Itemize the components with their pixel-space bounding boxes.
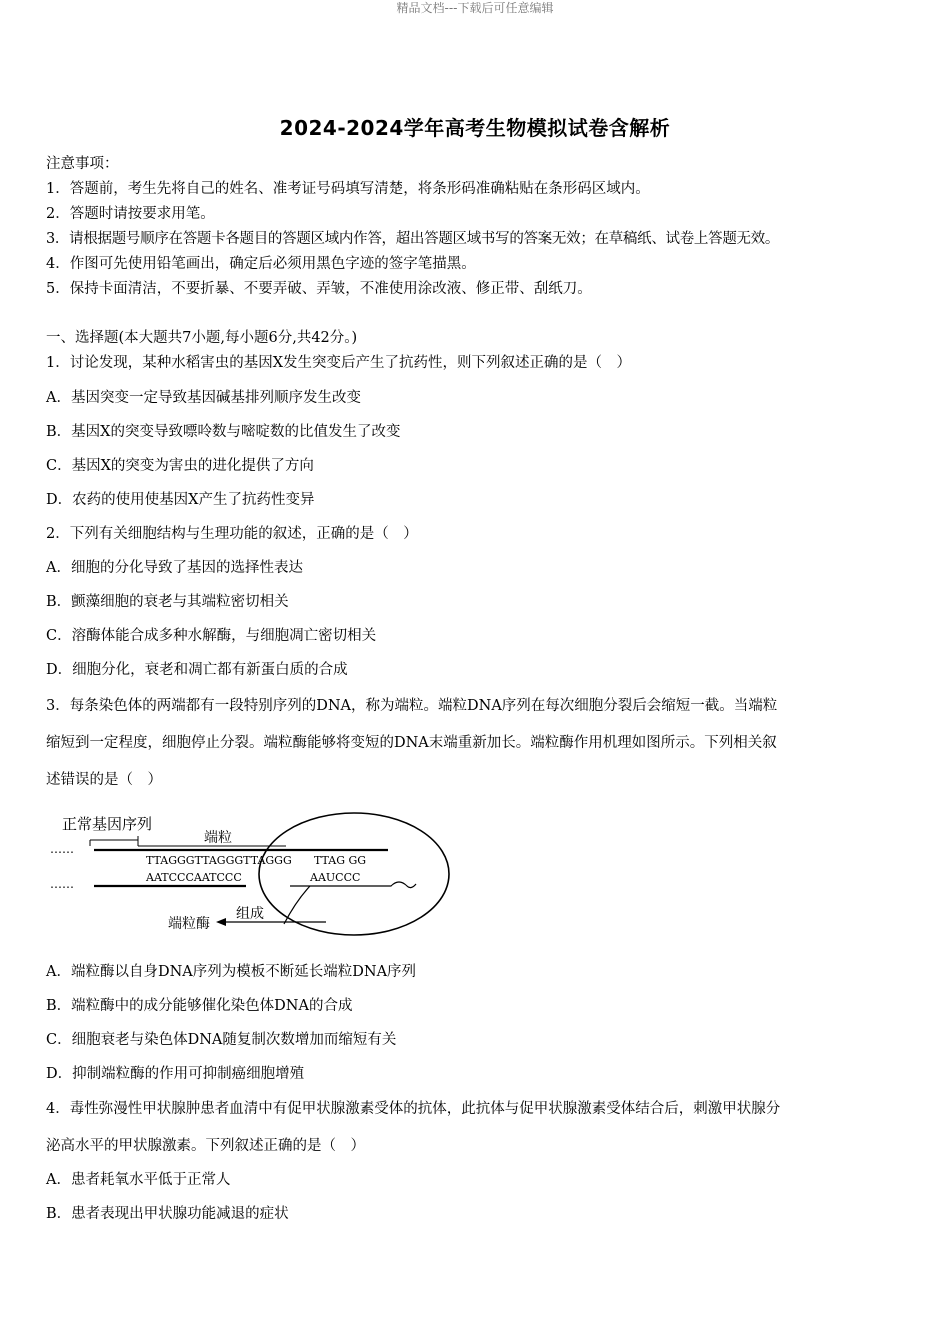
q2-stem: 2．下列有关细胞结构与生理功能的叙述，正确的是（ ）	[46, 526, 418, 542]
q1-option-a: A．基因突变一定导致基因碱基排列顺序发生改变	[46, 390, 361, 406]
q1-option-c: C．基因X的突变为害虫的进化提供了方向	[46, 458, 314, 474]
q4-stem-line-2: 泌高水平的甲状腺激素。下列叙述正确的是（ ）	[46, 1138, 365, 1154]
q2-option-b: B．颤藻细胞的衰老与其端粒密切相关	[46, 594, 289, 610]
note-item-5: 5．保持卡面清洁，不要折暴、不要弄破、弄皱，不准使用涂改液、修正带、刮纸刀。	[46, 281, 592, 297]
top-strand-dots: ……	[50, 842, 74, 856]
q3-stem-line-2: 缩短到一定程度，细胞停止分裂。端粒酶能够将变短的DNA末端重新加长。端粒酶作用机理如图所示。下列相关叙	[46, 735, 777, 751]
q3-stem-line-1: 3．每条染色体的两端都有一段特别序列的DNA，称为端粒。端粒DNA序列在每次细胞分裂后会缩短一截。当端粒	[46, 698, 778, 714]
section-heading: 一、选择题(本大题共7小题,每小题6分,共42分。)	[46, 330, 358, 346]
q3-option-c: C．细胞衰老与染色体DNA随复制次数增加而缩短有关	[46, 1032, 397, 1048]
telomerase-diagram	[46, 806, 466, 936]
seq-bottom: AATCCCAATCCC	[146, 871, 242, 884]
seq-rna: AAUCCC	[310, 871, 361, 884]
q4-stem-line-1: 4．毒性弥漫性甲状腺肿患者血清中有促甲状腺激素受体的抗体，此抗体与促甲状腺激素受体结合后，刺激甲状腺分	[46, 1101, 781, 1117]
note-item-4: 4．作图可先使用铅笔画出，确定后必须用黑色字迹的签字笔描黑。	[46, 256, 476, 272]
q1-option-d: D．农药的使用使基因X产生了抗药性变异	[46, 492, 315, 508]
page-title: 2024-2024学年高考生物模拟试卷含解析	[279, 116, 671, 140]
q4-option-b: B．患者表现出甲状腺功能减退的症状	[46, 1206, 289, 1222]
q2-option-a: A．细胞的分化导致了基因的选择性表达	[46, 560, 303, 576]
q1-option-b: B．基因X的突变导致嘌呤数与嘧啶数的比值发生了改变	[46, 424, 401, 440]
q1-stem: 1．讨论发现，某种水稻害虫的基因X发生突变后产生了抗药性，则下列叙述正确的是（ ）	[46, 355, 632, 371]
seq-top-new: TTAG GG	[314, 854, 367, 867]
seq-top: TTAGGGTTAGGGTTAGGG	[146, 854, 292, 867]
q3-option-b: B．端粒酶中的成分能够催化染色体DNA的合成	[46, 998, 353, 1014]
page-header: 精品文档---下载后可任意编辑	[396, 1, 554, 15]
q2-option-d: D．细胞分化，衰老和凋亡都有新蛋白质的合成	[46, 662, 348, 678]
enzyme-arrow-head	[216, 918, 226, 926]
note-item-2: 2．答题时请按要求用笔。	[46, 206, 215, 222]
q4-option-a: A．患者耗氧水平低于正常人	[46, 1172, 231, 1188]
label-normal-gene: 正常基因序列	[62, 815, 153, 833]
note-item-3: 3．请根据题号顺序在答题卡各题目的答题区域内作答，超出答题区域书写的答案无效；在草稿纸、试卷上答题无效。	[46, 231, 780, 247]
q2-option-c: C．溶酶体能合成多种水解酶，与细胞凋亡密切相关	[46, 628, 377, 644]
label-compose: 组成	[236, 906, 264, 922]
label-enzyme: 端粒酶	[168, 916, 210, 932]
note-item-1: 1．答题前，考生先将自己的姓名、准考证号码填写清楚，将条形码准确粘贴在条形码区域内。	[46, 181, 650, 197]
q3-stem-line-3: 述错误的是（ ）	[46, 772, 162, 788]
q3-option-d: D．抑制端粒酶的作用可抑制癌细胞增殖	[46, 1066, 305, 1082]
notes-heading: 注意事项：	[46, 156, 119, 172]
q3-option-a: A．端粒酶以自身DNA序列为模板不断延长端粒DNA序列	[46, 964, 417, 980]
label-telomere: 端粒	[204, 830, 232, 846]
bottom-strand-dots: ……	[50, 877, 74, 891]
